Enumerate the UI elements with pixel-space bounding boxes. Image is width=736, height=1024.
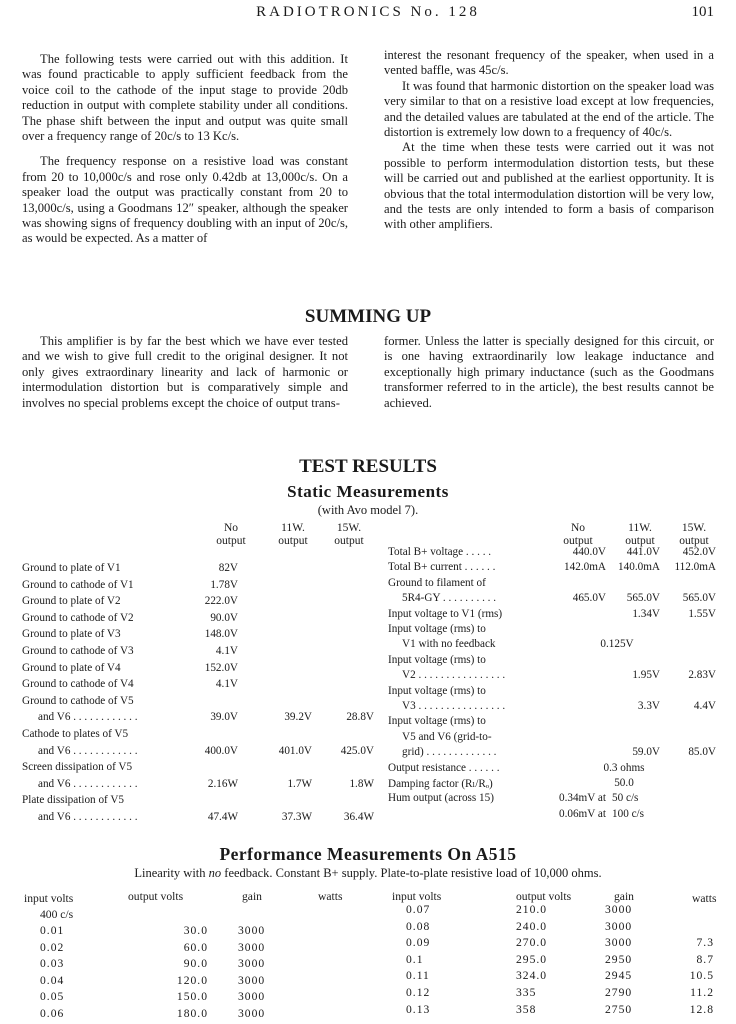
cell-value: 142.0mA [564,561,606,574]
test-results-heading: TEST RESULTS [299,456,437,477]
cell-input: 0.11 [406,969,430,983]
cell-value: 39.2V [284,711,312,724]
cell-value: 4.4V [693,700,716,712]
column-header [200,522,262,548]
cell-value: 90.0V [210,611,238,624]
cell-value: 1.95V [632,669,660,682]
cell-output: 90.0 [183,957,208,971]
cell-value: 1.34V [632,607,660,620]
column-header-line: output [679,535,709,547]
static-measurements-heading: Static Measurements [287,482,449,501]
cell-output: 295.0 [516,952,548,966]
row-label-cont: and V6 . . . . . . . . . . . . [38,744,138,757]
row-label: Ground to cathode of V3 [22,645,134,657]
column-header [548,522,608,548]
cell-value: 85.0V [688,746,716,759]
cell-input: 0.05 [40,990,65,1004]
cell-value: 28.8V [346,711,374,724]
paragraph: former. Unless the latter is specially designed for this circuit, or is one having extraordinarily low leakage inductance and exceptionally high primary inductance (such as the Goodmans transformer referred to in the article), the best results cannot be achieved. [384,334,714,410]
row-label: Cathode to plates of V5 [22,728,129,740]
cell-value: 1.55V [688,607,716,620]
static-table-left [22,520,372,830]
row-label: Ground to plate of V3 [22,628,121,641]
cell-input: 0.07 [406,903,431,916]
cell-value: 59.0V [632,746,660,759]
column-header-line: 15W. [681,522,707,534]
column-header: gain [614,890,634,903]
performance-subtitle [0,866,736,881]
row-label: Input voltage (rms) to [388,653,486,666]
cell-input: 0.01 [40,924,65,937]
cell-gain: 3000 [238,940,266,954]
column-header: input volts [24,892,74,905]
row-label: Input voltage (rms) to [388,623,486,635]
row-label-cont: V5 and V6 (grid-to- [402,730,492,743]
cell-output: 210.0 [516,903,548,916]
cell-watts: 8.7 [696,952,714,966]
cell-value: 37.3W [281,811,312,823]
cell-value: 36.4W [343,811,374,823]
cell-value: 2.16W [207,777,238,790]
cell-value: 401.0V [278,744,312,757]
column-header [664,522,724,548]
cell-input: 0.12 [406,986,431,999]
cell-gain: 3000 [238,1007,266,1020]
cell-value: 425.0V [340,744,374,757]
cell-value: 4.1V [215,645,238,657]
cell-value: 565.0V [682,592,716,605]
cell-input: 0.02 [40,940,65,954]
subtitle-part: Linearity with no feedback. Constant B+ supply. Plate-to-plate resistive load of 10,000 ohms. [134,866,602,880]
row-label-cont: and V6 . . . . . . . . . . . . [38,811,138,823]
cell-value: 140.0mA [618,561,660,574]
cell-value: 100 c/s [612,807,645,820]
paragraph: This amplifier is by far the best which we have ever tested and we wish to give full credit to the original designer. It not only gives extraordinary linearity and lack of harmonic or intermodulation distortion but is comparatively simple and involves no special problems except the choice of output trans- [22,334,348,410]
row-label-cont: grid) . . . . . . . . . . . . . [402,746,497,759]
cell-value: 2.83V [688,669,716,682]
cell-gain: 2790 [605,986,633,999]
column-header [610,522,670,548]
performance-table [0,886,736,1022]
cell-output: 324.0 [516,969,548,983]
cell-input: 0.13 [406,1002,431,1016]
cell-value: 50 c/s [612,792,639,805]
column-header-line: No [223,522,239,534]
row-label: Ground to plate of V1 [22,562,121,574]
column-header-line: output [278,535,308,547]
running-title: RADIOTRONICS No. 128 [256,4,480,20]
row-label-cont: and V6 . . . . . . . . . . . . [38,711,138,724]
cell-value: 0.34mV at [558,792,606,805]
row-label: Hum output (across 15) [388,792,494,805]
cell-value: 152.0V [204,661,238,674]
row-label: Total B+ voltage . . . . . [388,546,492,558]
cell-value: 440.0V [572,546,606,558]
cell-output: 240.0 [516,919,548,933]
row-label: Ground to cathode of V5 [22,694,134,707]
intro-right-column [384,48,714,243]
cell-input: 0.1 [406,952,424,966]
row-label: Ground to plate of V2 [22,595,121,608]
static-table-right [388,520,723,830]
row-label: Ground to cathode of V1 [22,578,134,591]
paragraph: The following tests were carried out with this addition. It was found practicable to apply sufficient feedback from the voice coil to the cathode of the input stage to provide 20db reduction in output with complete stability under all conditions. The phase shift between the input and output was quite small over a frequency range of 20c/s to 13 Kc/s. [22,52,348,144]
column-header-line: No [570,522,586,534]
cell-output: 150.0 [176,990,208,1004]
cell-output: 270.0 [516,936,548,950]
summing-up-heading: SUMMING UP [304,306,432,327]
cell-output: 335 [516,986,537,999]
cell-value: 82V [218,562,238,574]
column-header: output volts [128,890,184,903]
frequency-label: 400 c/s [40,908,74,921]
cell-input: 0.03 [40,957,65,971]
cell-output: 30.0 [183,924,208,937]
row-label: Input voltage to V1 (rms) [388,607,503,620]
cell-gain: 3000 [605,919,633,933]
cell-gain: 2945 [605,969,633,983]
row-label-cont: V3 . . . . . . . . . . . . . . . . [402,700,506,712]
cell-value: 0.125V [600,638,634,651]
cell-value: 0.3 ohms [603,761,645,774]
cell-output: 180.0 [176,1007,208,1020]
cell-value: 452.0V [682,546,716,558]
row-label: Plate dissipation of V5 [22,794,125,807]
cell-input: 0.06 [40,1007,65,1020]
cell-watts: 11.2 [690,986,714,999]
cell-input: 0.09 [406,936,431,950]
cell-value: 3.3V [637,700,660,712]
cell-value: 4.1V [215,678,238,691]
cell-gain: 3000 [605,936,633,950]
row-label-cont: V2 . . . . . . . . . . . . . . . . [402,669,506,682]
column-header-line: output [334,535,364,547]
row-label: Input voltage (rms) to [388,715,486,728]
row-label-cont: V1 with no feedback [402,638,496,651]
cell-value: 400.0V [204,744,238,757]
row-label: Ground to cathode of V4 [22,678,134,691]
row-label: Total B+ current . . . . . . [388,561,496,574]
column-header: output volts [516,890,572,903]
cell-watts: 12.8 [689,1002,714,1016]
cell-value: 148.0V [204,628,238,641]
intro-left-column [22,52,348,257]
page-header [0,2,736,24]
cell-value: 39.0V [210,711,238,724]
cell-output: 120.0 [176,973,208,987]
cell-output: 358 [516,1002,537,1016]
cell-value: 1.8W [349,777,374,790]
cell-value: 47.4W [207,811,238,823]
cell-gain: 3000 [238,957,266,971]
column-header [318,522,380,548]
row-label: Ground to filament of [388,576,486,589]
paragraph: The frequency response on a resistive load was constant from 20 to 10,000c/s and rose only 0.42db at 13,000c/s. On a speaker load the output was practically constant from 20 to 13,000c/s, using a Goodmans 12″ speaker, although the speaker was showing signs of frequency doubling with an input of 20c/s, as would be expected. As a matter of [22,154,348,246]
cell-gain: 3000 [238,990,266,1004]
column-header-line: output [625,535,655,547]
summing-left-column [22,334,348,421]
static-measurements-note: (with Avo model 7). [317,503,419,517]
paragraph: It was found that harmonic distortion on the speaker load was very similar to that on a resistive load except at low frequencies, and the detailed values are tabulated at the end of the article. The distortion is extremely low down to a frequency of 40c/s. [384,78,714,140]
column-header: gain [242,890,262,903]
cell-input: 0.08 [406,919,431,933]
row-label: Input voltage (rms) to [388,684,486,697]
column-header: input volts [392,890,442,903]
cell-value: 50.0 [614,777,634,789]
cell-value: 112.0mA [674,561,716,574]
page-number: 101 [691,4,714,20]
performance-heading: Performance Measurements On A515 [219,844,517,864]
column-header [262,522,324,548]
cell-value: 441.0V [626,546,660,558]
cell-value: 1.7W [287,777,312,790]
row-label: Ground to cathode of V2 [22,611,134,624]
cell-gain: 3000 [238,924,266,937]
cell-value: 565.0V [626,592,660,605]
column-header: watts [318,890,343,903]
row-label: Damping factor (Rₗ/Rₒ) [388,778,493,790]
column-header-line: output [216,535,246,547]
cell-gain: 3000 [605,903,633,916]
cell-gain: 2950 [605,952,633,966]
cell-value: 0.06mV at [558,807,606,820]
cell-gain: 2750 [605,1002,633,1016]
row-label-cont: 5R4-GY . . . . . . . . . . [402,592,497,605]
column-header-line: 11W. [628,522,652,534]
row-label-cont: and V6 . . . . . . . . . . . . [38,777,138,790]
column-header-line: output [563,535,593,547]
cell-value: 222.0V [204,595,238,608]
paragraph: At the time when these tests were carried out it was not possible to perform intermodulation distortion tests, but these will be carried out and published at the earliest opportunity. It is obvious that the total intermodulation distortion will be very low, and the tests are only intended to form a basis of comparison with other amplifiers. [384,140,714,232]
column-header: watts [692,892,717,905]
cell-input: 0.04 [40,973,65,987]
paragraph: interest the resonant frequency of the speaker, when used in a vented baffle, was 45c/s. [384,48,714,78]
summing-right-column [384,334,714,421]
emphasis: no [208,866,222,880]
cell-watts: 10.5 [689,969,714,983]
row-label: Output resistance . . . . . . [388,761,500,774]
cell-gain: 3000 [238,973,266,987]
column-header-line: 11W. [281,522,305,534]
cell-value: 465.0V [572,592,606,605]
cell-output: 60.0 [183,940,208,954]
row-label: Ground to plate of V4 [22,661,121,674]
row-label: Screen dissipation of V5 [22,761,133,774]
cell-watts: 7.3 [696,936,714,950]
cell-value: 1.78V [210,578,238,591]
column-header-line: 15W. [336,522,362,534]
